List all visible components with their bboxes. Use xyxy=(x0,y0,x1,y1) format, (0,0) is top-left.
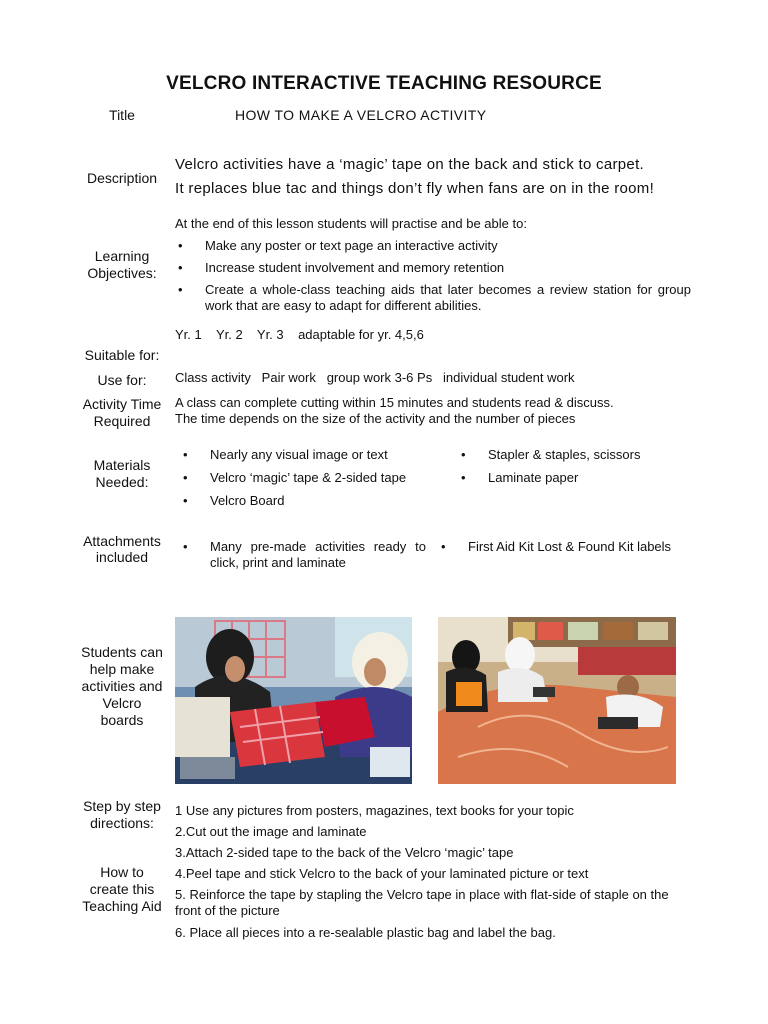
activity-title: HOW TO MAKE A VELCRO ACTIVITY xyxy=(235,107,487,123)
label-activity-time: Activity Time Required xyxy=(82,396,162,429)
label-description: Description xyxy=(86,170,158,186)
label-suitable-for: Suitable for: xyxy=(84,347,160,363)
label-students-help: Students can help make activities and Velcro boards xyxy=(81,644,163,728)
step-item: 2.Cut out the image and laminate xyxy=(175,824,367,839)
suitable-for-text: Yr. 1 Yr. 2 Yr. 3 adaptable for yr. 4,5,6 xyxy=(175,327,424,342)
step-list xyxy=(175,803,695,941)
list-item: • Nearly any visual image or text xyxy=(180,443,450,466)
list-item: • Laminate paper xyxy=(458,466,698,489)
list-item: • Increase student involvement and memory retention xyxy=(175,260,691,276)
activity-time-text xyxy=(175,395,695,427)
step-item: 5. Reinforce the tape by stapling the Velcro tape in place with flat-side of staple on the front of the picture xyxy=(175,887,669,918)
materials-list-left xyxy=(180,443,450,512)
step-item: 3.Attach 2-sided tape to the back of the Velcro ‘magic’ tape xyxy=(175,845,514,860)
photo-students-making-activities-image xyxy=(175,617,412,784)
label-materials: Materials Needed: xyxy=(93,457,151,490)
objectives-intro: At the end of this lesson students will practise and be able to: xyxy=(175,216,527,231)
step-item: 1 Use any pictures from posters, magazines, text books for your topic xyxy=(175,803,574,818)
step-item: 4.Peel tape and stick Velcro to the back of your laminated picture or text xyxy=(175,866,589,881)
step-item: 6. Place all pieces into a re-sealable plastic bag and label the bag. xyxy=(175,925,556,940)
label-learning-objectives: Learning Objectives: xyxy=(87,248,157,281)
description-line-1: Velcro activities have a ‘magic’ tape on the back and stick to carpet. xyxy=(175,156,645,173)
activity-time-line-1: A class can complete cutting within 15 minutes and students read & discuss. xyxy=(175,395,614,410)
page-title: VELCRO INTERACTIVE TEACHING RESOURCE xyxy=(166,73,602,94)
attachments-list-left xyxy=(180,539,426,571)
description-text xyxy=(175,153,715,201)
photo-students-on-carpet-image xyxy=(438,617,676,784)
photo-students-making-activities xyxy=(175,617,412,784)
list-item: • Velcro Board xyxy=(180,489,450,512)
label-title: Title xyxy=(109,107,135,123)
materials-list-right xyxy=(458,443,698,489)
use-for-text: Class activity Pair work group work 3-6 Ps individual student work xyxy=(175,370,575,385)
list-item: • Create a whole-class teaching aids that later becomes a review station for group work that are easy to adapt for different abilities. xyxy=(175,282,691,314)
list-item: • First Aid Kit Lost & Found Kit labels xyxy=(438,539,684,555)
activity-time-line-2: The time depends on the size of the activity and the number of pieces xyxy=(175,411,576,426)
description-line-2: It replaces blue tac and things don’t fly when fans are on in the room! xyxy=(175,180,655,197)
attachments-list-right xyxy=(438,539,684,555)
label-step-by-step: Step by step directions: xyxy=(83,798,161,831)
list-item: • Make any poster or text page an interactive activity xyxy=(175,238,691,254)
label-how-to-create: How to create this Teaching Aid xyxy=(82,864,162,914)
objectives-list xyxy=(175,238,691,314)
label-attachments: Attachments included xyxy=(83,533,161,565)
list-item: • Many pre-made activities ready to click, print and laminate xyxy=(180,539,426,571)
list-item: • Stapler & staples, scissors xyxy=(458,443,698,466)
label-use-for: Use for: xyxy=(97,372,147,388)
photo-students-on-carpet xyxy=(438,617,676,784)
list-item: • Velcro ‘magic’ tape & 2-sided tape xyxy=(180,466,450,489)
